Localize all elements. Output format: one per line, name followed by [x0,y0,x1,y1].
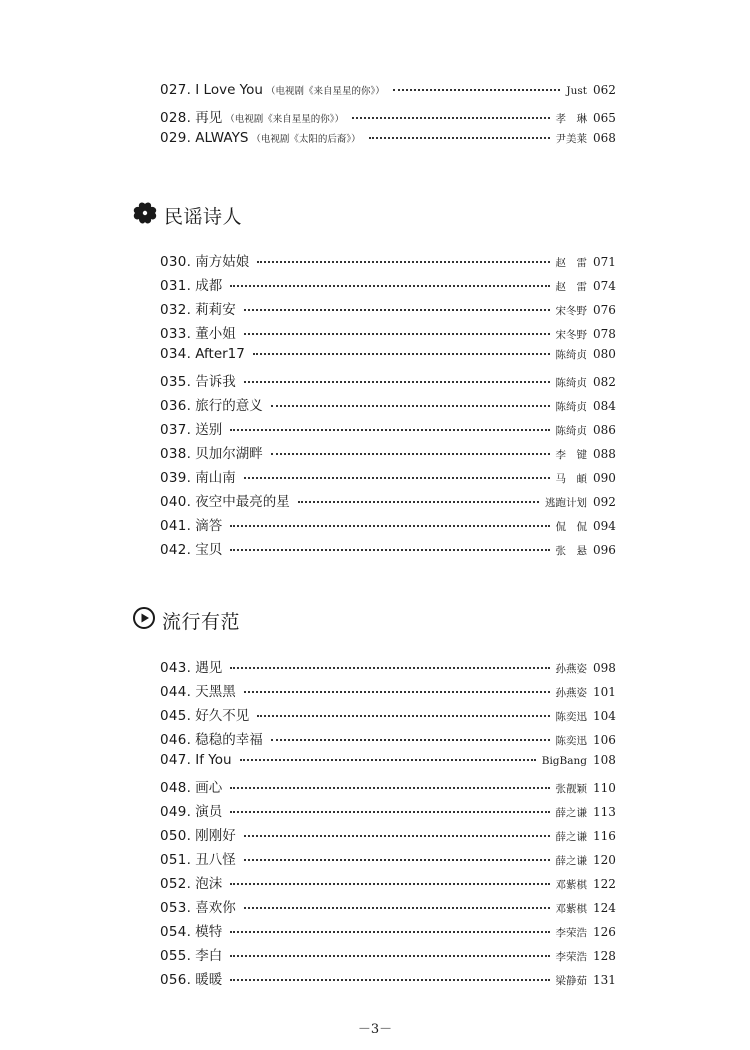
entry-note: （电视剧《太阳的后裔》） [251,134,361,145]
leader-dots [244,308,550,311]
entry-title: 天黑黑 [195,684,236,700]
toc-entry [160,656,615,676]
entry-artist: 马 頔 [555,473,587,485]
leader-dots [253,352,550,355]
entry-artist: 陈绮贞 [555,349,587,361]
entry-page: 065 [593,111,616,125]
toc-entry [160,968,615,988]
entry-number: 042. [160,542,192,558]
entry-page: 088 [593,447,616,461]
entry-number: 034. [160,346,192,362]
entry-page: 120 [593,853,616,867]
entry-number: 029. [160,130,192,146]
leader-dots [244,380,550,383]
toc-entry [160,418,615,438]
entry-title: 南方姑娘 [195,254,250,270]
leader-dots [244,858,550,861]
toc-entry [160,944,615,964]
entry-number: 032. [160,302,192,318]
leader-dots [230,810,549,813]
leader-dots [230,930,549,933]
entry-number: 036. [160,398,192,414]
entry-page: 082 [593,375,616,389]
toc-entry [160,848,615,868]
entry-artist: 尹美莱 [555,133,587,145]
entry-artist: 张 悬 [555,545,587,557]
entry-title: 画心 [195,780,223,796]
entry-title: 宝贝 [195,542,223,558]
toc-entry [160,106,615,126]
entry-title: 送别 [195,422,223,438]
entry-title: 演员 [195,804,223,820]
toc-entry [160,680,615,700]
entry-artist: 宋冬野 [555,305,587,317]
entry-page: 128 [593,949,616,963]
section-title: 民谣诗人 [164,205,243,228]
toc-entry [160,370,615,390]
leader-dots [244,834,550,837]
entry-number: 033. [160,326,192,342]
entry-page: 106 [593,733,616,747]
entry-page: 086 [593,423,616,437]
entry-page: 074 [593,279,616,293]
entry-title: After17 [195,346,245,362]
entry-artist: 陈绮贞 [555,425,587,437]
entry-page: 101 [593,685,616,699]
toc-entry [160,250,615,270]
entry-title: 丑八怪 [195,852,236,868]
leader-dots [230,882,549,885]
entry-artist: 赵 雷 [555,281,587,293]
leader-dots [271,404,550,407]
toc-entry [160,514,615,534]
entry-title: 夜空中最亮的星 [195,494,290,510]
entry-title: ALWAYS [195,130,249,146]
entry-title: 南山南 [195,470,236,486]
entry-page: 078 [593,327,616,341]
leader-dots [230,978,549,981]
leader-dots [244,476,550,479]
entry-title: 滴答 [195,518,223,534]
entry-number: 052. [160,876,192,892]
entry-artist: 侃 侃 [555,521,587,533]
entry-artist: 薛之谦 [555,831,587,843]
entry-title: I Love You [195,82,263,98]
entry-number: 044. [160,684,192,700]
entry-artist: 李荣浩 [555,951,587,963]
leader-dots [393,88,561,91]
toc-entry [160,82,615,102]
entry-artist: Just [566,85,587,97]
entry-artist: 梁静茹 [555,975,587,987]
leader-dots [257,714,549,717]
section-heading [132,202,242,228]
entry-artist: 孙燕姿 [555,687,587,699]
entry-number: 045. [160,708,192,724]
toc-entry [160,776,615,796]
entry-number: 050. [160,828,192,844]
entry-title: 遇见 [195,660,223,676]
entry-artist: 陈奕迅 [555,711,587,723]
entry-number: 027. [160,82,192,98]
entry-number: 055. [160,948,192,964]
toc-entry [160,394,615,414]
entry-page: 108 [593,753,616,767]
entry-title: 喜欢你 [195,900,236,916]
entry-number: 028. [160,110,192,126]
entry-title: 成都 [195,278,223,294]
toc-entry [160,130,615,150]
entry-number: 053. [160,900,192,916]
entry-page: 084 [593,399,616,413]
toc-entry [160,322,615,342]
entry-page: 068 [593,131,616,145]
entry-page: 098 [593,661,616,675]
entry-artist: 宋冬野 [555,329,587,341]
entry-number: 030. [160,254,192,270]
entry-number: 031. [160,278,192,294]
leader-dots [298,500,539,503]
entry-artist: 邓紫棋 [555,879,587,891]
leader-dots [230,786,549,789]
entry-page: 126 [593,925,616,939]
leader-dots [244,332,550,335]
entry-artist: 薛之谦 [555,807,587,819]
entry-number: 038. [160,446,192,462]
toc-entry [160,466,615,486]
entry-page: 113 [593,805,616,819]
entry-title: 莉莉安 [195,302,236,318]
entry-title: 董小姐 [195,326,236,342]
page-number: －3－ [357,1022,393,1037]
leader-dots [230,284,549,287]
entry-title: 贝加尔湖畔 [195,446,263,462]
toc-entry [160,442,615,462]
entry-page: 062 [593,83,616,97]
toc-entry [160,274,615,294]
toc-entry [160,920,615,940]
entry-page: 110 [593,781,616,795]
entry-page: 122 [593,877,616,891]
entry-artist: 陈绮贞 [555,401,587,413]
entry-title: If You [195,752,232,768]
entry-number: 048. [160,780,192,796]
entry-title: 模特 [195,924,223,940]
leader-dots [244,690,550,693]
toc-entry [160,728,615,748]
entry-note: （电视剧《来自星星的你》） [265,86,385,97]
entry-artist: 孙燕姿 [555,663,587,675]
leader-dots [271,452,550,455]
entry-artist: 陈绮贞 [555,377,587,389]
entry-title: 暖暖 [195,972,223,988]
entry-number: 040. [160,494,192,510]
flower-icon [132,201,158,229]
entry-title: 李白 [195,948,223,964]
entry-page: 090 [593,471,616,485]
toc-entry [160,490,615,510]
toc-entry [160,538,615,558]
entry-title: 再见 [195,110,223,126]
toc-entry [160,704,615,724]
entry-page: 104 [593,709,616,723]
entry-page: 096 [593,543,616,557]
entry-artist: 薛之谦 [555,855,587,867]
entry-artist: 李荣浩 [555,927,587,939]
entry-artist: 邓紫棋 [555,903,587,915]
entry-artist: BigBang [541,755,587,767]
leader-dots [271,738,550,741]
entry-artist: 张靓颖 [555,783,587,795]
leader-dots [244,906,550,909]
entry-page: 124 [593,901,616,915]
entry-number: 039. [160,470,192,486]
entry-number: 037. [160,422,192,438]
entry-page: 094 [593,519,616,533]
section-title: 流行有范 [162,610,241,633]
entry-artist: 李 键 [555,449,587,461]
toc-entry [160,824,615,844]
entry-number: 051. [160,852,192,868]
toc-entry [160,752,615,772]
entry-number: 047. [160,752,192,768]
entry-title: 旅行的意义 [195,398,263,414]
leader-dots [240,758,536,761]
leader-dots [257,260,549,263]
leader-dots [230,524,549,527]
entry-title: 好久不见 [195,708,250,724]
entry-title: 告诉我 [195,374,236,390]
entry-number: 041. [160,518,192,534]
toc-entry [160,896,615,916]
entry-number: 049. [160,804,192,820]
entry-title: 泡沫 [195,876,223,892]
entry-page: 131 [593,973,616,987]
entry-page: 076 [593,303,616,317]
toc-entry [160,872,615,892]
entry-number: 056. [160,972,192,988]
entry-page: 080 [593,347,616,361]
entry-artist: 逃跑计划 [545,497,587,509]
toc-entry [160,298,615,318]
entry-page: 092 [593,495,616,509]
entry-note: （电视剧《来自星星的你》） [225,114,345,125]
toc-entry [160,346,615,366]
leader-dots [230,666,549,669]
entry-title: 刚刚好 [195,828,236,844]
entry-title: 稳稳的幸福 [195,732,263,748]
leader-dots [369,136,550,139]
entry-number: 043. [160,660,192,676]
entry-number: 054. [160,924,192,940]
entry-artist: 赵 雷 [555,257,587,269]
play-circle-icon [132,606,156,634]
leader-dots [230,428,549,431]
leader-dots [352,116,549,119]
entry-page: 116 [593,829,616,843]
entry-artist: 陈奕迅 [555,735,587,747]
leader-dots [230,548,549,551]
entry-number: 035. [160,374,192,390]
entry-page: 071 [593,255,616,269]
section-heading [132,607,240,633]
entry-artist: 孝 琳 [555,113,587,125]
toc-entry [160,800,615,820]
entry-number: 046. [160,732,192,748]
leader-dots [230,954,549,957]
